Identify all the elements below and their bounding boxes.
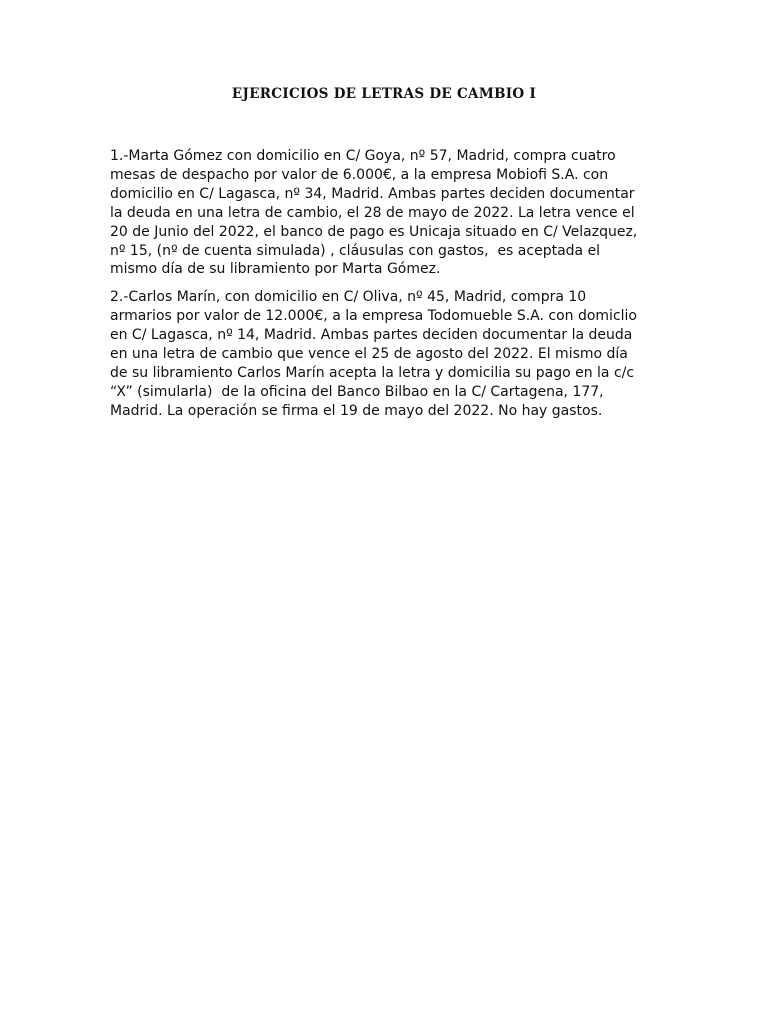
exercise-1-line-2: mesas de despacho por valor de 6.000€, a la empresa Mobiofi S.A. con — [110, 166, 609, 183]
exercise-2-line-2: armarios por valor de 12.000€, a la empresa Todomueble S.A. con domiclio — [110, 308, 637, 325]
exercise-1-line-1: 1.-Marta Gómez con domicilio en C/ Goya, nº 57, Madrid, compra cuatro — [110, 148, 616, 164]
exercise-1-line-7: mismo día de su libramiento por Marta Gómez. — [110, 261, 441, 278]
exercise-2-line-6: “X” (simularla) de la oficina del Banco Bilbao en la C/ Cartagena, 177, — [110, 383, 604, 400]
exercise-2-line-7: Madrid. La operación se firma el 19 de mayo del 2022. No hay gastos. — [110, 402, 603, 419]
exercise-2-line-4: en una letra de cambio que vence el 25 de agosto del 2022. El mismo día — [110, 346, 628, 363]
exercise-1-line-3: domicilio en C/ Lagasca, nº 34, Madrid. Ambas partes deciden documentar — [110, 185, 635, 202]
exercise-1-line-6: nº 15, (nº de cuenta simulada) , cláusulas con gastos, es aceptada el — [110, 242, 601, 259]
exercise-2-line-3: en C/ Lagasca, nº 14, Madrid. Ambas partes deciden documentar la deuda — [110, 327, 633, 344]
exercise-1-line-4: la deuda en una letra de cambio, el 28 de mayo de 2022. La letra vence el — [110, 204, 635, 221]
document-body — [110, 147, 658, 430]
exercise-1 — [110, 147, 658, 279]
exercise-2-line-1: 2.-Carlos Marín, con domicilio en C/ Oliva, nº 45, Madrid, compra 10 — [110, 289, 587, 306]
exercise-2-line-5: de su libramiento Carlos Marín acepta la letra y domicilia su pago en la c/c — [110, 364, 635, 381]
exercise-1-line-5: 20 de Junio del 2022, el banco de pago es Unicaja situado en C/ Velazquez, — [110, 223, 638, 240]
document-title: EJERCICIOS DE LETRAS DE CAMBIO I — [231, 86, 537, 102]
exercise-2 — [110, 288, 658, 420]
